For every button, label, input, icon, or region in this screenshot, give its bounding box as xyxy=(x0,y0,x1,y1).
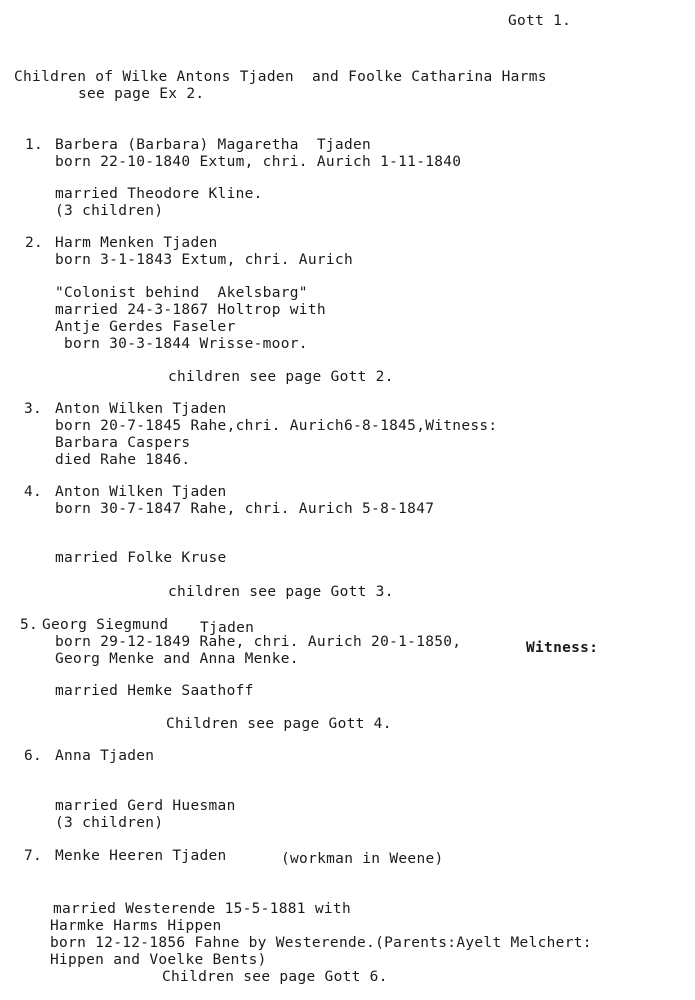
child-number: 7. xyxy=(24,848,43,864)
child-name: Menke Heeren Tjaden xyxy=(55,848,227,864)
spouse-born: born 30-3-1844 Wrisse-moor. xyxy=(64,336,308,352)
child-married: married Theodore Kline. xyxy=(55,186,263,202)
witness-name: Barbara Caspers xyxy=(55,435,191,451)
child-occupation: (workman in Weene) xyxy=(281,851,444,867)
child-number: 4. xyxy=(24,484,43,500)
child-name: Georg Siegmund xyxy=(42,617,169,633)
spouse-name: Harmke Harms Hippen xyxy=(50,918,222,934)
heading-line-2: see page Ex 2. xyxy=(78,86,205,102)
child-married: married 24-3-1867 Holtrop with xyxy=(55,302,326,318)
child-number: 6. xyxy=(24,748,43,764)
children-reference: children see page Gott 2. xyxy=(168,369,394,385)
child-born: born 22-10-1840 Extum, chri. Aurich 1-11-1840 xyxy=(55,154,462,170)
child-name: Harm Menken Tjaden xyxy=(55,235,218,251)
child-born: born 29-12-1849 Rahe, chri. Aurich 20-1-1850, xyxy=(55,634,462,650)
child-name: Anna Tjaden xyxy=(55,748,155,764)
witness-name: Georg Menke and Anna Menke. xyxy=(55,651,299,667)
child-note: "Colonist behind Akelsbarg" xyxy=(55,285,308,301)
child-married: married Hemke Saathoff xyxy=(55,683,254,699)
children-reference: Children see page Gott 4. xyxy=(166,716,392,732)
child-married: married Folke Kruse xyxy=(55,550,227,566)
spouse-name: Antje Gerdes Faseler xyxy=(55,319,236,335)
child-name: Anton Wilken Tjaden xyxy=(55,484,227,500)
witness-label: Witness: xyxy=(526,640,599,656)
child-note: (3 children) xyxy=(55,815,164,831)
children-reference: children see page Gott 3. xyxy=(168,584,394,600)
child-married: married Westerende 15-5-1881 with xyxy=(53,901,351,917)
child-number: 2. xyxy=(25,235,44,251)
spouse-born: born 12-12-1856 Fahne by Westerende.(Parents:Ayelt Melchert: xyxy=(50,935,592,951)
child-married: married Gerd Huesman xyxy=(55,798,236,814)
children-reference: Children see page Gott 6. xyxy=(162,969,388,985)
spouse-parents: Hippen and Voelke Bents) xyxy=(50,952,267,968)
child-surname: Tjaden xyxy=(200,620,255,636)
child-died: died Rahe 1846. xyxy=(55,452,191,468)
child-name: Barbera (Barbara) Magaretha Tjaden xyxy=(55,137,372,153)
child-number: 5. xyxy=(20,617,39,633)
child-number: 1. xyxy=(25,137,44,153)
child-born: born 30-7-1847 Rahe, chri. Aurich 5-8-1847 xyxy=(55,501,435,517)
child-note: (3 children) xyxy=(55,203,164,219)
child-born: born 20-7-1845 Rahe,chri. Aurich6-8-1845,Witness: xyxy=(55,418,498,434)
page-label: Gott 1. xyxy=(508,13,572,29)
child-name: Anton Wilken Tjaden xyxy=(55,401,227,417)
child-born: born 3-1-1843 Extum, chri. Aurich xyxy=(55,252,353,268)
child-number: 3. xyxy=(24,401,43,417)
heading-line-1: Children of Wilke Antons Tjaden and Foolke Catharina Harms xyxy=(14,69,547,85)
